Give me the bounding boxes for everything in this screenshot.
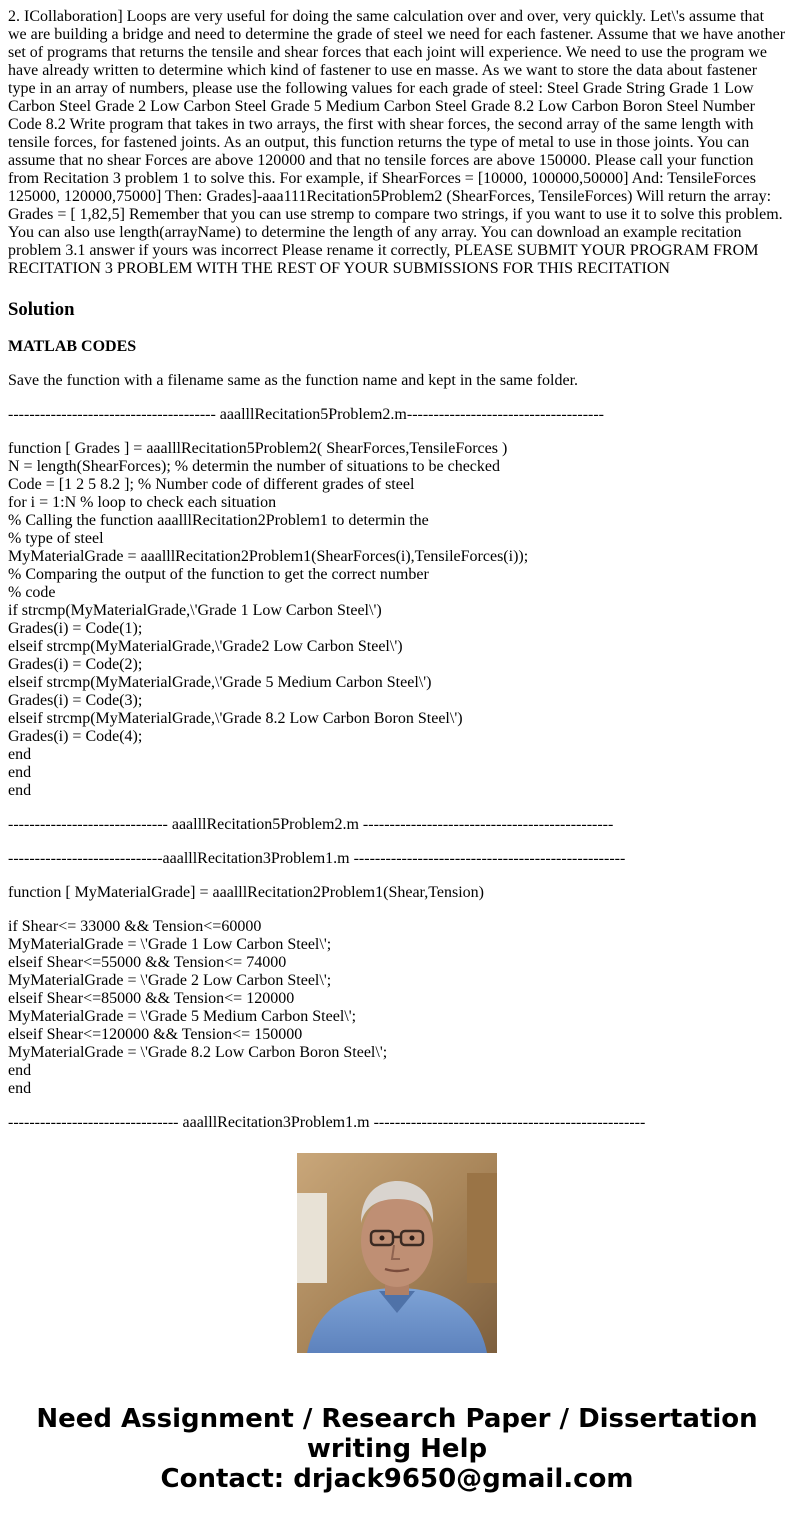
file1-header: --------------------------------------- aaalllRecitation5Problem2.m------------------------------------- [8, 406, 604, 423]
promo-banner [0, 1404, 794, 1494]
code-line: end [8, 1062, 32, 1079]
code-line: elseif strcmp(MyMaterialGrade,\'Grade2 Low Carbon Steel\') [8, 638, 403, 655]
code-line: elseif Shear<=55000 && Tension<= 74000 [8, 954, 287, 971]
code-line: if Shear<= 33000 && Tension<=60000 [8, 918, 262, 935]
code-line: Code = [1 2 5 8.2 ]; % Number code of different grades of steel [8, 476, 415, 493]
code-line: elseif strcmp(MyMaterialGrade,\'Grade 5 Medium Carbon Steel\') [8, 674, 432, 691]
file1-footer: ------------------------------ aaalllRecitation5Problem2.m ----------------------------------------------- [8, 816, 614, 833]
code-line: elseif Shear<=85000 && Tension<= 120000 [8, 990, 295, 1007]
code-line: end [8, 1080, 32, 1097]
file2-signature: function [ MyMaterialGrade] = aaalllRecitation2Problem1(Shear,Tension) [8, 884, 484, 901]
code-line: function [ Grades ] = aaalllRecitation5Problem2( ShearForces,TensileForces ) [8, 440, 508, 457]
document-content [8, 8, 786, 1131]
code-line: MyMaterialGrade = \'Grade 2 Low Carbon Steel\'; [8, 972, 332, 989]
file2-footer: -------------------------------- aaalllRecitation3Problem1.m --------------------------------------------------- [8, 1114, 646, 1131]
file2-code [8, 918, 786, 1098]
code-line: Grades(i) = Code(4); [8, 728, 143, 745]
code-line: MyMaterialGrade = \'Grade 8.2 Low Carbon Boron Steel\'; [8, 1044, 388, 1061]
code-line: % code [8, 584, 56, 601]
matlab-codes-label: MATLAB CODES [8, 338, 137, 355]
code-line: % Comparing the output of the function to get the correct number [8, 566, 429, 583]
file2-header: -----------------------------aaalllRecitation3Problem1.m --------------------------------------------------- [8, 850, 626, 867]
tutor-portrait-image [297, 1153, 497, 1353]
code-line: MyMaterialGrade = \'Grade 1 Low Carbon Steel\'; [8, 936, 332, 953]
question-text: 2. ICollaboration] Loops are very useful for doing the same calculation over and over, very quickly. Let\'s assume that we are building a bridge and need to determine the grade of steel we need for each fastener. Assume that we have another set of programs that returns the tensile and shear forces that each joint will experience. We need to use the program we have already written to determine which kind of fastener to use en masse. As we want to store the data about fastener type in an array of numbers, please use the following values for each grade of steel: Steel Grade String Grade 1 Low Carbon Steel Grade 2 Low Carbon Steel Grade 5 Medium Carbon Steel Grade 8.2 Low Carbon Boron Steel Number Code 8.2 Write program that takes in two arrays, the first with shear forces, the second array of the same length with tensile forces, for fastened joints. As an output, this function returns the type of metal to use in those joints. You can assume that no shear Forces are above 120000 and that no tensile forces are above 150000. Please call your function from Recitation 3 problem 1 to solve this. For example, if ShearForces = [10000, 100000,50000] And: TensileForces 125000, 120000,75000] Then: Grades]-aaa111Recitation5Problem2 (ShearForces, TensileForces) Will return the array: Grades = [ 1,82,5] Remember that you can use stremp to compare two strings, if you want to use it to solve this problem. You can also use length(arrayName) to determine the length of any array. You can download an example recitation problem 3.1 answer if yours was incorrect Please rename it correctly, PLEASE SUBMIT YOUR PROGRAM FROM RECITATION 3 PROBLEM WITH THE REST OF YOUR SUBMISSIONS FOR THIS RECITATION [8, 8, 786, 277]
code-line: if strcmp(MyMaterialGrade,\'Grade 1 Low Carbon Steel\') [8, 602, 382, 619]
code-line: Grades(i) = Code(2); [8, 656, 143, 673]
code-line: end [8, 782, 32, 799]
code-listing [8, 406, 786, 1132]
code-line: N = length(ShearForces); % determin the number of situations to be checked [8, 458, 500, 475]
file1-code [8, 440, 786, 800]
code-line: Grades(i) = Code(1); [8, 620, 143, 637]
code-line: Grades(i) = Code(3); [8, 692, 143, 709]
code-line: % type of steel [8, 530, 104, 547]
solution-heading: Solution [8, 299, 75, 320]
code-line: MyMaterialGrade = aaalllRecitation2Problem1(ShearForces(i),TensileForces(i)); [8, 548, 529, 565]
code-line: elseif Shear<=120000 && Tension<= 150000 [8, 1026, 303, 1043]
code-line: for i = 1:N % loop to check each situation [8, 494, 277, 511]
code-line: end [8, 764, 32, 781]
promo-contact: Contact: drjack9650@gmail.com [160, 1464, 634, 1494]
code-line: % Calling the function aaalllRecitation2Problem1 to determin the [8, 512, 429, 529]
promo-line-1: Need Assignment / Research Paper / Dissertation [36, 1404, 758, 1434]
code-line: MyMaterialGrade = \'Grade 5 Medium Carbon Steel\'; [8, 1008, 357, 1025]
code-line: elseif strcmp(MyMaterialGrade,\'Grade 8.2 Low Carbon Boron Steel\') [8, 710, 463, 727]
code-line: end [8, 746, 32, 763]
promo-line-2: writing Help [306, 1434, 488, 1464]
tutor-photo [297, 1153, 497, 1353]
save-note: Save the function with a filename same as the function name and kept in the same folder. [8, 372, 579, 389]
